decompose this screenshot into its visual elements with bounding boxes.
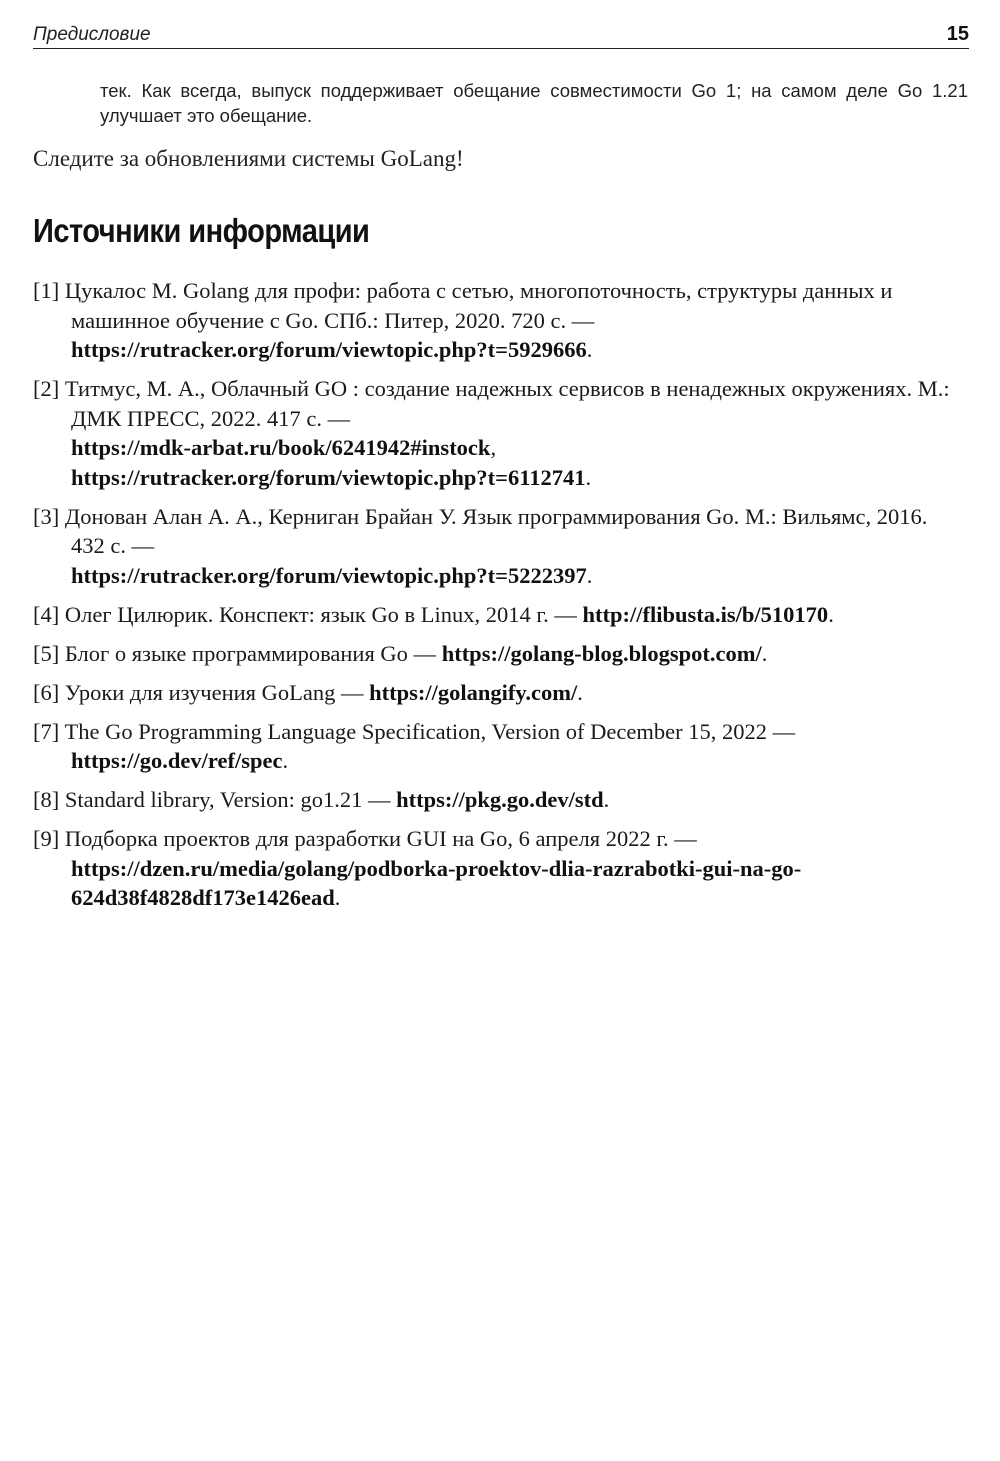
reference-item (33, 276, 963, 365)
reference-item (33, 639, 963, 669)
reference-text: Олег Цилюрик. Конспект: язык Go в Linux, 2014 г. — (64, 601, 577, 627)
reference-text: Standard library, Version: go1.21 — (64, 787, 391, 812)
reference-item (33, 824, 963, 913)
reference-item (33, 785, 963, 815)
reference-end: . (334, 885, 341, 910)
reference-number: [3] (33, 503, 60, 529)
reference-link[interactable]: https://pkg.go.dev/std (396, 787, 604, 812)
reference-end: . (585, 464, 592, 490)
page-header (33, 22, 969, 49)
reference-link[interactable]: https://golang-blog.blogspot.com/ (441, 640, 762, 666)
reference-item (33, 717, 963, 776)
section-heading: Источники информации (33, 212, 370, 249)
reference-end: . (282, 748, 289, 773)
reference-item (33, 600, 963, 630)
reference-text: Титмус, М. А., Облачный GO : создание надежных сервисов в ненадежных окружениях. М.: ДМК ПРЕСС, 2022. 417 с. — (64, 376, 950, 431)
reference-text: Донован Алан А. А., Керниган Брайан У. Язык программирования Go. М.: Вильямс, 2016. 432 с. — (64, 503, 928, 558)
reference-number: [1] (33, 278, 60, 303)
reference-number: [8] (33, 787, 60, 812)
reference-end: . (761, 640, 768, 666)
reference-link[interactable]: https://dzen.ru/media/golang/podborka-proektov-dlia-razrabotki-gui-na-go-624d38f4828df173e1426ead (71, 855, 802, 910)
page-number: 15 (946, 23, 969, 45)
reference-link[interactable]: https://golangify.com/ (369, 679, 578, 705)
reference-end: . (586, 562, 593, 588)
reference-end: . (603, 787, 610, 812)
reference-item (33, 678, 963, 708)
reference-end: . (586, 337, 593, 362)
reference-item (33, 502, 963, 591)
reference-number: [7] (33, 718, 60, 744)
closing-line: Следите за обновлениями системы GoLang! (33, 146, 464, 171)
reference-number: [4] (33, 601, 60, 627)
reference-link[interactable]: https://rutracker.org/forum/viewtopic.php?t=5929666 (71, 337, 587, 362)
reference-text: The Go Programming Language Specification, Version of December 15, 2022 — (64, 718, 796, 744)
reference-number: [6] (33, 679, 60, 705)
references-list (33, 276, 963, 922)
reference-number: [5] (33, 640, 60, 666)
reference-link[interactable]: http://flibusta.is/b/510170 (582, 601, 829, 627)
continuation-paragraph: тек. Как всегда, выпуск поддерживает обещание совместимости Go 1; на самом деле Go 1.21 улучшает это обещание. (100, 80, 968, 126)
reference-link[interactable]: https://mdk-arbat.ru/book/6241942#instock (71, 435, 491, 460)
reference-link[interactable]: https://go.dev/ref/spec (71, 748, 283, 773)
reference-text: Подборка проектов для разработки GUI на Go, 6 апреля 2022 г. — (64, 826, 697, 851)
reference-text: Блог о языке программирования Go — (64, 640, 437, 666)
reference-link[interactable]: https://rutracker.org/forum/viewtopic.php?t=5222397 (71, 562, 587, 588)
running-title: Предисловие (33, 24, 151, 45)
reference-end: . (828, 601, 834, 627)
reference-link[interactable]: https://rutracker.org/forum/viewtopic.php?t=6112741 (71, 464, 586, 490)
reference-number: [2] (33, 376, 60, 401)
reference-number: [9] (33, 826, 60, 851)
reference-item: [2] Титмус, М. А., Облачный GO : создание надежных сервисов в ненадежных окружениях. М.: ДМК ПРЕСС, 2022. 417 с. — https://mdk-arbat.ru/book/6241942#instock, https://rutracker.org/forum/viewtopic.php?t=6112741. (33, 376, 950, 490)
reference-text: Цукалос М. Golang для профи: работа с сетью, многопоточность, структуры данных и машинное обучение с Go. СПб.: Питер, 2020. 720 с. — (64, 278, 893, 333)
reference-end: . (577, 679, 583, 705)
reference-text: Уроки для изучения GoLang — (64, 679, 364, 705)
